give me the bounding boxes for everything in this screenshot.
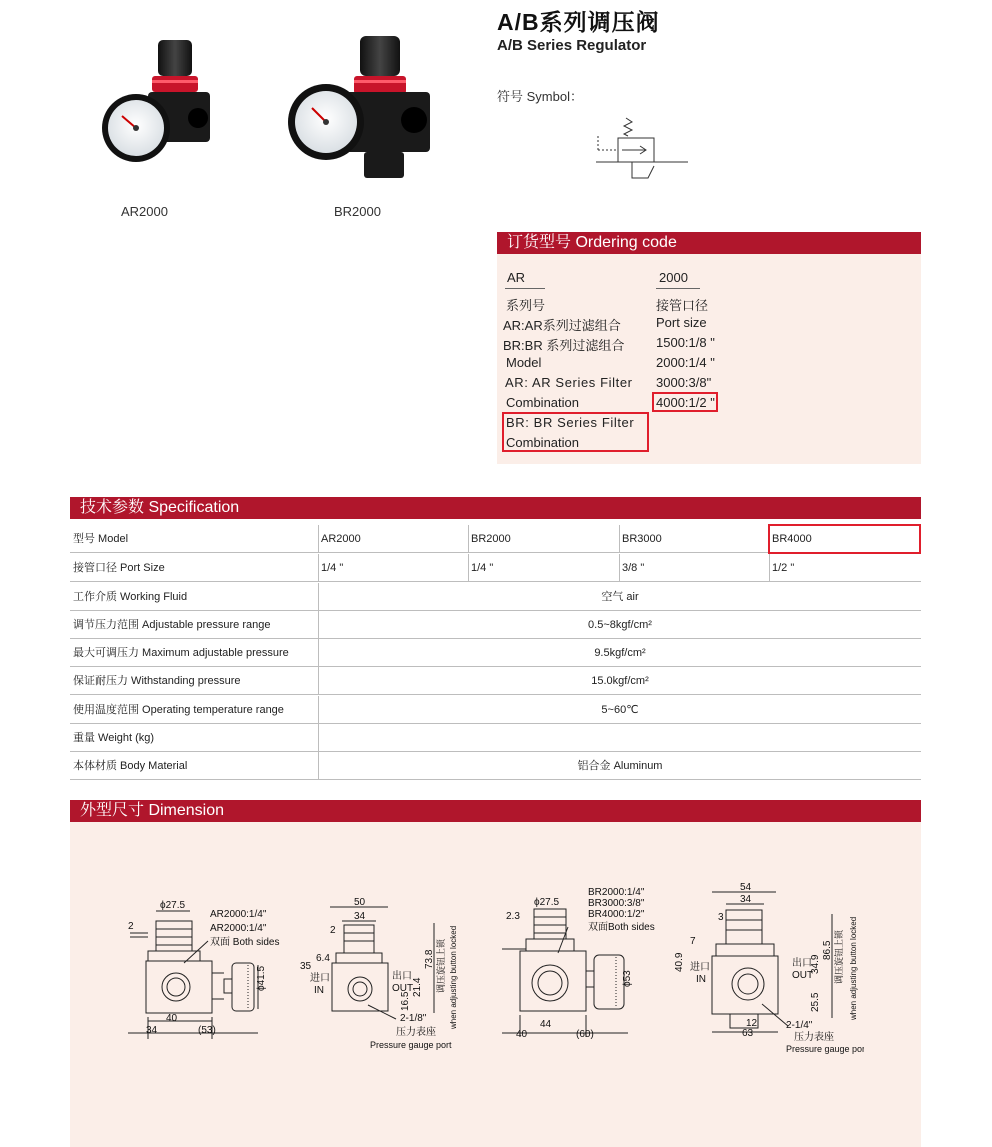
order-model-underline <box>656 288 700 289</box>
order-right-line-5: 4000:1/2 " <box>656 395 715 410</box>
ordering-code-bar: 订货型号 Ordering code <box>497 232 921 254</box>
d2-h214-label: 21.4 <box>412 977 423 997</box>
d1-dia-label: ϕ27.5 <box>160 900 186 911</box>
spec-model-ar2000: AR2000 <box>321 533 361 545</box>
order-series-underline <box>505 288 545 289</box>
spec-row-label: 本体材质 Body Material <box>73 760 188 772</box>
d3-w40-label: 40 <box>516 1029 528 1040</box>
dimension-drawing-br <box>498 883 668 1043</box>
spec-row-weight <box>70 724 921 752</box>
spec-row-label: 重量 Weight (kg) <box>73 732 155 744</box>
d1-port2-label: AR2000:1/4" <box>210 923 267 934</box>
d4-lock-en: when adjusting button locked <box>849 916 858 1020</box>
d3-both-label: 双面Both sides <box>588 922 655 933</box>
d4-gauge-en: Pressure gauge port <box>786 1044 864 1054</box>
spec-row-label: 工作介质 Working Fluid <box>73 591 188 603</box>
d4-in-en: IN <box>696 974 706 985</box>
spec-row-value: 5~60℃ <box>601 704 639 716</box>
spec-divider <box>619 525 620 553</box>
d4-gauge-cn: 压力表座 <box>794 1032 834 1043</box>
specification-bar: 技术参数 Specification <box>70 497 921 519</box>
order-model-code: 2000 <box>659 270 688 285</box>
d3-dia-label: ϕ27.5 <box>534 897 560 908</box>
d1-two-label: 2 <box>128 921 134 932</box>
order-left-line-1: AR:AR系列过滤组合 <box>503 318 621 333</box>
spec-row-value: 9.5kgf/cm² <box>594 647 646 659</box>
d2-h35-label: 35 <box>300 961 312 972</box>
d4-h349-label: 34.9 <box>810 954 821 974</box>
d1-w40-label: 40 <box>166 1013 178 1024</box>
spec-row-material <box>70 752 921 780</box>
spec-port-label: 接管口径 Port Size <box>73 562 165 574</box>
spec-row-pressure-range <box>70 611 921 639</box>
order-left-line-4: AR: AR Series Filter <box>505 375 633 390</box>
spec-row-value <box>319 724 921 752</box>
d3-gauge-label: ϕ53 <box>622 970 633 987</box>
d2-gauge-cn: 压力表座 <box>396 1027 436 1038</box>
d2-lock-cn: 调压旋钮上锁 <box>436 938 446 993</box>
spec-divider <box>468 554 469 582</box>
order-right-line-4: 3000:3/8" <box>656 375 712 390</box>
order-left-line-7: Combination <box>506 435 579 450</box>
d2-port-label: 2-1/8" <box>400 1013 427 1024</box>
spec-port-br2000: 1/4 " <box>471 562 494 574</box>
order-left-line-2: BR:BR 系列过滤组合 <box>503 338 625 353</box>
caption-ar2000: AR2000 <box>121 204 168 219</box>
d2-w50-label: 50 <box>354 897 366 908</box>
d2-h738-label: 73.8 <box>424 949 435 969</box>
spec-row-value: 空气 air <box>601 591 639 603</box>
order-left-line-3: Model <box>506 355 542 370</box>
spec-port-ar2000: 1/4 " <box>321 562 344 574</box>
highlight-port-4000 <box>652 392 718 412</box>
product-photo-ar2000 <box>98 36 228 176</box>
spec-row-max-pressure <box>70 639 921 667</box>
spec-row-value: 15.0kgf/cm² <box>591 675 649 687</box>
d1-both-label: 双面 Both sides <box>210 937 280 948</box>
d4-out-en: OUT <box>792 970 814 981</box>
spec-port-br4000: 1/2 " <box>772 562 795 574</box>
d1-w53-label: (53) <box>198 1025 216 1036</box>
order-right-line-0: 接管口径 <box>656 298 709 313</box>
order-right-line-3: 2000:1/4 " <box>656 355 715 370</box>
d3-w60-label: (60) <box>576 1029 594 1040</box>
order-left-line-5: Combination <box>506 395 579 410</box>
highlight-br4000 <box>768 524 921 554</box>
caption-br2000: BR2000 <box>334 204 381 219</box>
spec-row-label: 使用温度范围 Operating temperature range <box>73 704 284 716</box>
spec-row-withstanding <box>70 667 921 695</box>
d4-out-cn: 出口 <box>792 958 812 969</box>
d2-out-en: OUT <box>392 983 414 994</box>
highlight-br-combination <box>502 412 649 452</box>
d3-p1-label: BR2000:1/4" <box>588 887 645 898</box>
spec-model-br2000: BR2000 <box>471 533 511 545</box>
dimension-drawing-ar2000-side <box>296 893 466 1053</box>
d4-w54-label: 54 <box>740 882 752 893</box>
d4-w63-label: 63 <box>742 1028 754 1039</box>
dimension-drawing-br-side <box>668 880 864 1055</box>
dimension-drawing-ar2000 <box>118 893 288 1043</box>
d3-p2-label: BR3000:3/8" <box>588 898 645 909</box>
spec-row-port-size <box>70 554 921 582</box>
order-right-line-1: Port size <box>656 315 707 330</box>
spec-row-label: 最大可调压力 Maximum adjustable pressure <box>73 647 289 659</box>
symbol-label: 符号 Symbol： <box>497 89 583 104</box>
d4-h255-label: 25.5 <box>810 992 821 1012</box>
d1-port1-label: AR2000:1/4" <box>210 909 267 920</box>
d2-lock-en: when adjusting button locked <box>449 925 458 1029</box>
spec-row-value: 0.5~8kgf/cm² <box>588 619 652 631</box>
d2-h64-label: 6.4 <box>316 953 330 964</box>
d2-in-cn: 进口 <box>310 973 330 984</box>
order-series-code: AR <box>507 270 526 285</box>
spec-model-label: 型号 Model <box>73 533 129 545</box>
spec-row-label: 调节压力范围 Adjustable pressure range <box>73 619 271 631</box>
d1-gauge-label: ϕ41.5 <box>256 965 267 991</box>
product-photo-br2000 <box>284 34 444 182</box>
spec-model-br4000: BR4000 <box>772 533 812 545</box>
regulator-symbol-icon <box>596 116 688 182</box>
d3-p3-label: BR4000:1/2" <box>588 909 645 920</box>
d4-lock-cn: 调压旋钮上锁 <box>834 929 844 984</box>
d2-w34-label: 34 <box>354 911 366 922</box>
d4-h7-label: 7 <box>690 936 696 947</box>
d4-h865-label: 86.5 <box>822 940 833 960</box>
d4-port-label: 2-1/4" <box>786 1020 813 1031</box>
page-title-cn: A/B系列调压阀 <box>497 9 660 35</box>
d4-h409-label: 40.9 <box>674 952 685 972</box>
d2-out-cn: 出口 <box>392 971 412 982</box>
dimension-bar: 外型尺寸 Dimension <box>70 800 921 822</box>
d4-h3-label: 3 <box>718 912 724 923</box>
d3-w44-label: 44 <box>540 1019 552 1030</box>
spec-row-label: 保证耐压力 Withstanding pressure <box>73 675 241 687</box>
spec-divider <box>769 554 770 582</box>
order-right-line-2: 1500:1/8 " <box>656 335 715 350</box>
spec-divider <box>318 525 319 553</box>
d2-two-label: 2 <box>330 925 336 936</box>
spec-port-br3000: 3/8 " <box>622 562 645 574</box>
order-left-line-6: BR: BR Series Filter <box>506 415 635 430</box>
d2-in-en: IN <box>314 985 324 996</box>
spec-row-value: 铝合金 Aluminum <box>577 760 663 772</box>
spec-model-br3000: BR3000 <box>622 533 662 545</box>
spec-row-fluid <box>70 583 921 611</box>
d4-w34-label: 34 <box>740 894 752 905</box>
d1-w34-label: 34 <box>146 1025 158 1036</box>
spec-divider <box>318 554 319 582</box>
spec-divider <box>619 554 620 582</box>
d2-h165-label: 16.5 <box>400 991 411 1011</box>
spec-divider <box>468 525 469 553</box>
d4-w12-label: 12 <box>746 1018 758 1029</box>
d4-in-cn: 进口 <box>690 962 710 973</box>
page-title-en: A/B Series Regulator <box>497 37 647 54</box>
order-left-line-0: 系列号 <box>506 298 546 313</box>
d3-h23-label: 2.3 <box>506 911 520 922</box>
spec-row-temperature <box>70 696 921 724</box>
d2-gauge-en: Pressure gauge port <box>370 1040 452 1050</box>
